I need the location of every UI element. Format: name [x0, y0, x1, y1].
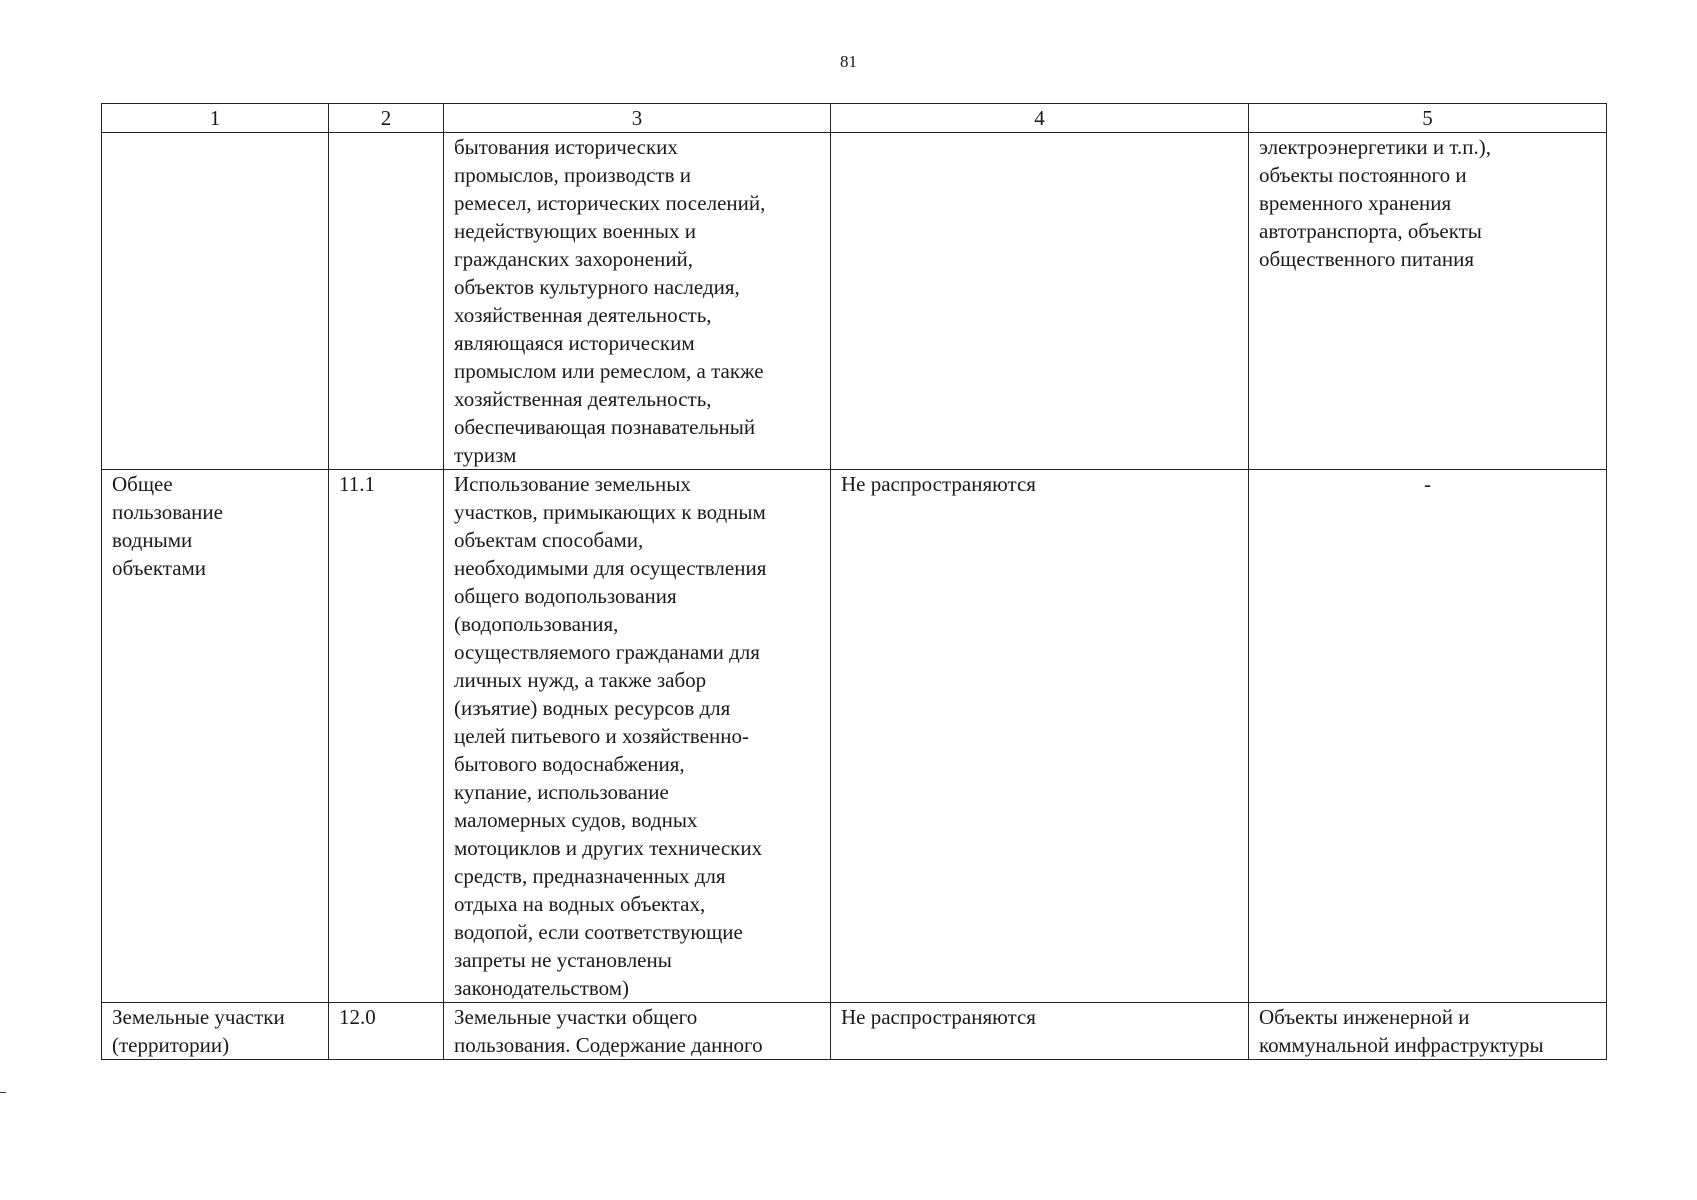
column-header-5: 5 [1249, 104, 1607, 133]
cell-text: электроэнергетики и т.п.), объекты постоянного и временного хранения автотранспорта, объекты общественного питания [1259, 135, 1491, 271]
header-row [102, 104, 1607, 133]
page-number: 81 [840, 52, 857, 71]
cell-parameters [831, 1003, 1249, 1060]
cell-parameters [831, 470, 1249, 1003]
land-use-table [101, 103, 1607, 1060]
cell-text: Не распространяются [841, 472, 1036, 496]
cell-parameters [831, 133, 1249, 470]
cell-description [444, 133, 831, 470]
cell-use-type [102, 470, 329, 1003]
cell-description [444, 470, 831, 1003]
column-header-2: 2 [329, 104, 444, 133]
cell-text: - [1424, 472, 1431, 496]
column-header-4: 4 [831, 104, 1249, 133]
cell-use-type [102, 1003, 329, 1060]
cell-text: Земельные участки общего пользования. Содержание данного [454, 1005, 763, 1057]
cell-text: Земельные участки (территории) [112, 1005, 285, 1057]
table-header [102, 104, 1607, 133]
cell-text: Общее пользование водными объектами [112, 472, 223, 580]
table-row [102, 1003, 1607, 1060]
cell-auxiliary-uses [1249, 133, 1607, 470]
cell-code [329, 133, 444, 470]
cell-auxiliary-uses [1249, 1003, 1607, 1060]
column-header-1: 1 [102, 104, 329, 133]
cell-text: 12.0 [339, 1005, 376, 1029]
cell-use-type [102, 133, 329, 470]
cell-auxiliary-uses [1249, 470, 1607, 1003]
cell-text: Использование земельных участков, примыкающих к водным объектам способами, необходимыми для осуществления общего водопользования (водопользования, осуществляемого гражданами для личных нужд, а также забор (изъятие) водных ресурсов для целей питьевого и хозяйственно- бытового водоснабжения, купание, использование маломерных судов, водных мотоциклов и других технических средств, предназначенных для отдыха на водных объектах, водопой, если соответствующие запреты не установлены законодательством) [454, 472, 767, 1000]
scan-margin-mark [0, 1092, 6, 1093]
cell-text: бытования исторических промыслов, производств и ремесел, исторических поселений, недействующих военных и гражданских захоронений, объектов культурного наследия, хозяйственная деятельность, являющаяся историческим промыслом или ремеслом, а также хозяйственная деятельность, обеспечивающая познавательный туризм [454, 135, 766, 467]
table-row [102, 133, 1607, 470]
cell-code [329, 1003, 444, 1060]
cell-description [444, 1003, 831, 1060]
cell-text: Объекты инженерной и коммунальной инфраструктуры [1259, 1005, 1544, 1057]
cell-text: Не распространяются [841, 1005, 1036, 1029]
cell-text: 11.1 [339, 472, 375, 496]
cell-code [329, 470, 444, 1003]
table-row [102, 470, 1607, 1003]
column-header-3: 3 [444, 104, 831, 133]
